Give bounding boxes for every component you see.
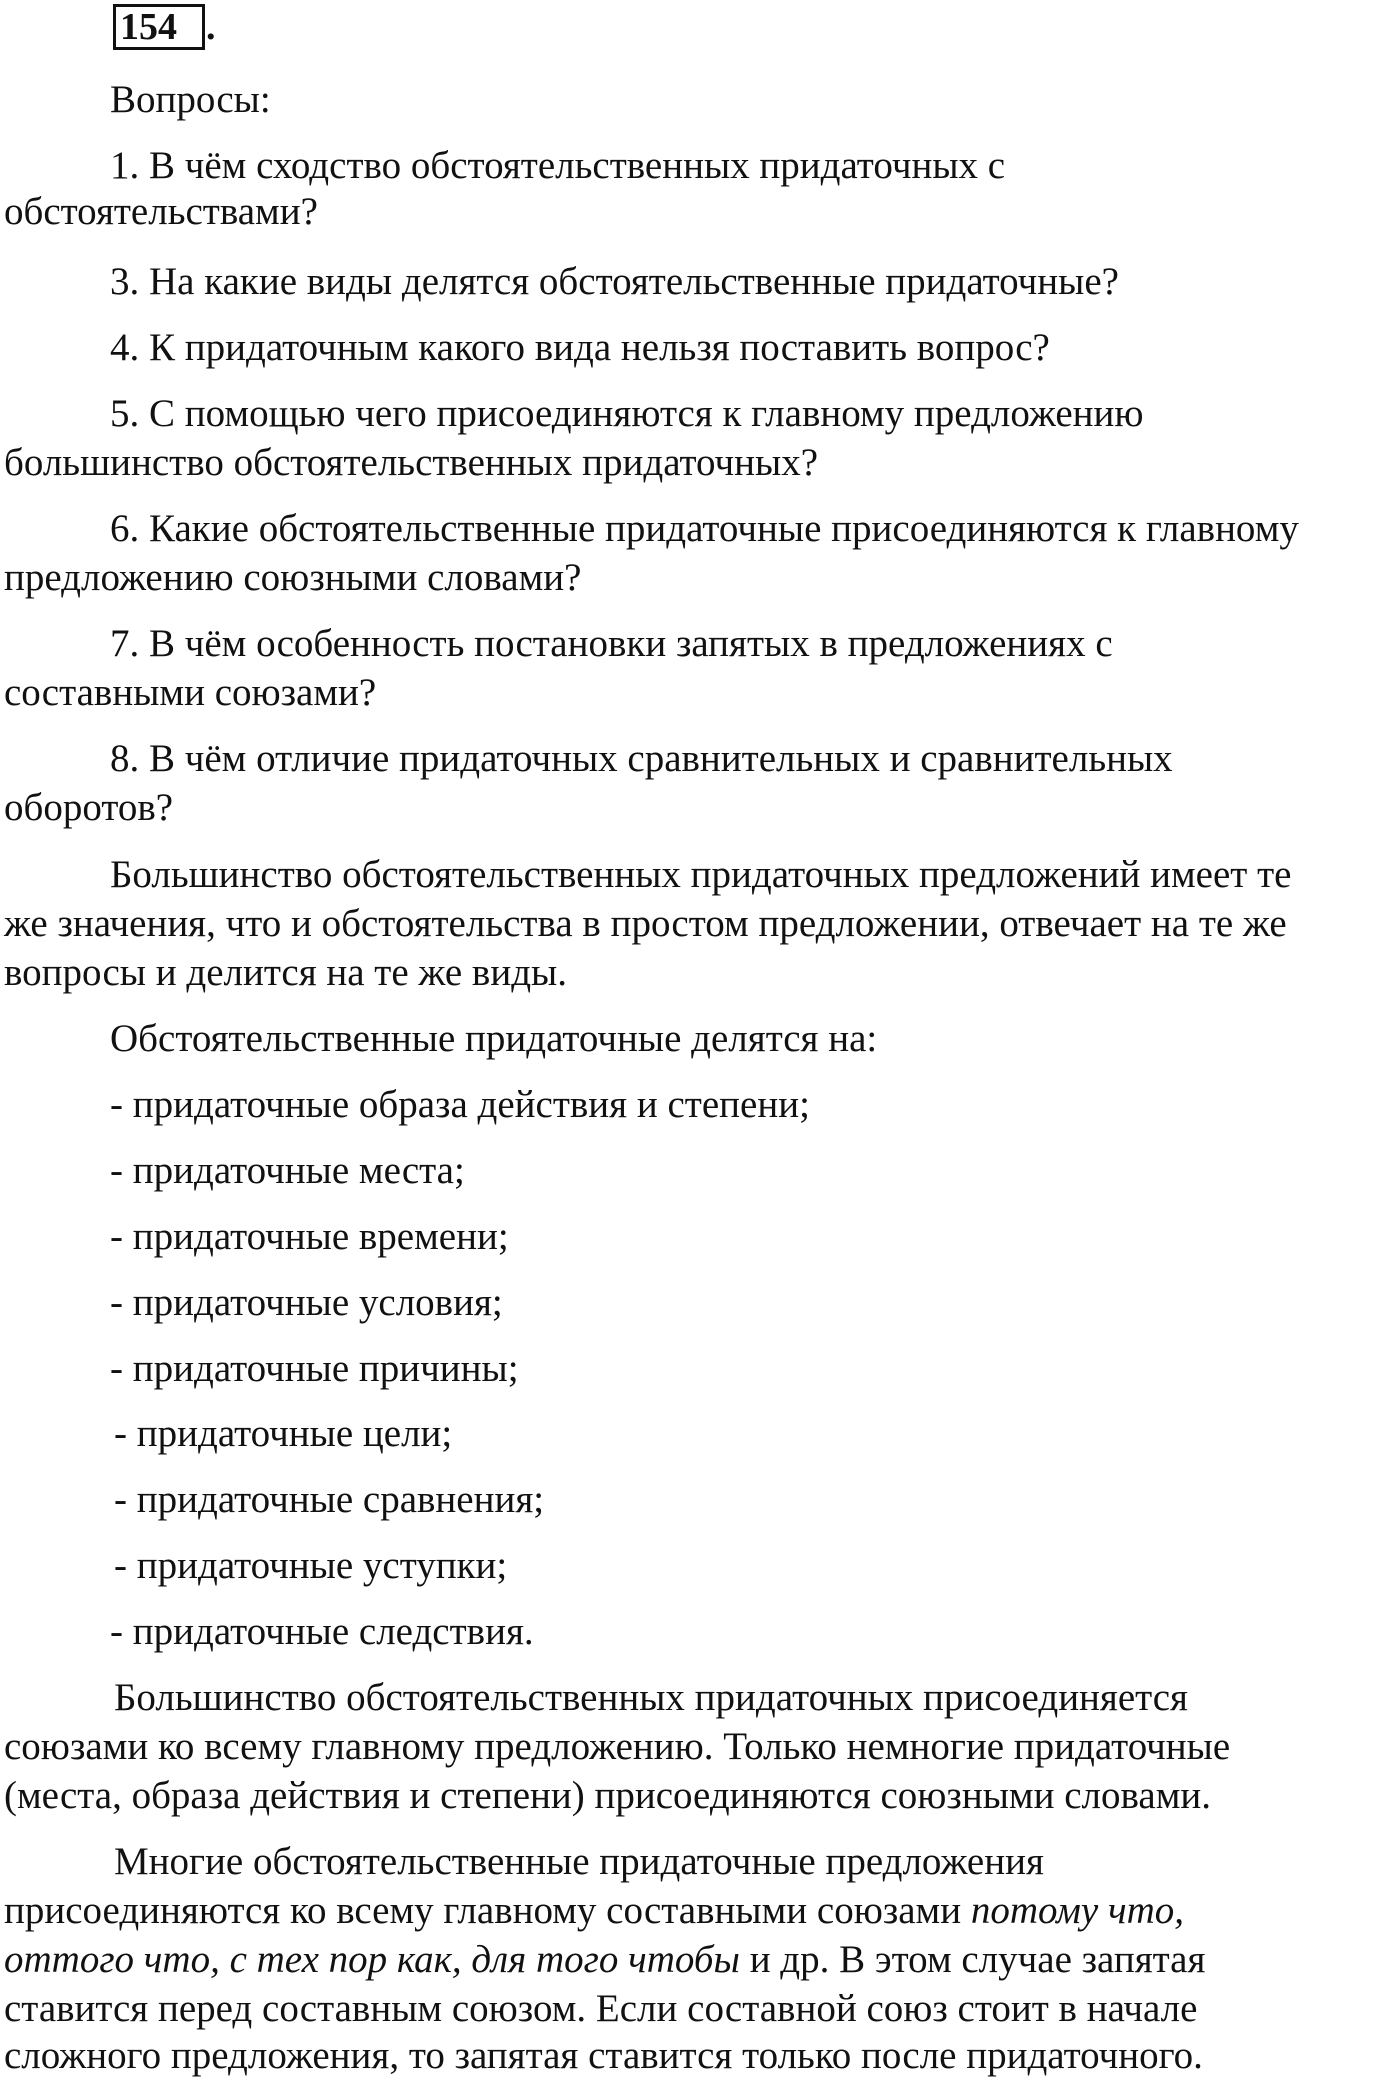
- paragraph-3-line-4: ставится перед составным союзом. Если составной союз стоит в начале: [4, 1987, 1198, 2030]
- question-5-line-1: 5. С помощью чего присоединяются к главному предложению: [110, 392, 1144, 435]
- exercise-number-dot: .: [206, 6, 216, 48]
- paragraph-3-line-1: Многие обстоятельственные придаточные предложения: [114, 1840, 1044, 1883]
- question-5-line-2: большинство обстоятельственных придаточных?: [4, 441, 819, 484]
- question-8-line-2: оборотов?: [4, 786, 174, 829]
- paragraph-3-line-2: [4, 1891, 1184, 1930]
- list-item: - придаточные цели;: [114, 1412, 453, 1455]
- exercise-number: 154: [120, 6, 177, 48]
- questions-heading: Вопросы:: [110, 78, 271, 121]
- question-3: 3. На какие виды делятся обстоятельственные придаточные?: [110, 260, 1119, 303]
- list-item: - придаточные причины;: [110, 1347, 519, 1390]
- paragraph-3-line-2-plain: присоединяются ко всему главному составными союзами: [4, 1889, 971, 1932]
- list-item: - придаточные образа действия и степени;: [110, 1083, 810, 1126]
- paragraph-1-line-3: вопросы и делится на те же виды.: [4, 951, 567, 994]
- list-item: - придаточные условия;: [110, 1281, 503, 1324]
- question-6-line-1: 6. Какие обстоятельственные придаточные присоединяются к главному: [110, 507, 1299, 550]
- paragraph-1-line-2: же значения, что и обстоятельства в простом предложении, отвечает на те же: [4, 902, 1287, 945]
- paragraph-1-line-1: Большинство обстоятельственных придаточных предложений имеет те: [110, 853, 1292, 896]
- paragraph-2-line-1: Большинство обстоятельственных придаточных присоединяется: [114, 1676, 1188, 1719]
- paragraph-3-line-2-italic: потому что,: [970, 1889, 1185, 1932]
- list-item: - придаточные уступки;: [114, 1544, 508, 1587]
- question-1-line-1: 1. В чём сходство обстоятельственных придаточных с: [110, 144, 1006, 187]
- question-7-line-1: 7. В чём особенность постановки запятых в предложениях с: [110, 622, 1113, 665]
- list-item: - придаточные следствия.: [110, 1610, 534, 1653]
- paragraph-3-line-3-plain: и др. В этом случае запятая: [739, 1938, 1206, 1981]
- paragraph-3-line-3: [4, 1940, 1205, 1979]
- list-intro: Обстоятельственные придаточные делятся на:: [110, 1017, 878, 1060]
- question-7-line-2: составными союзами?: [4, 671, 377, 714]
- paragraph-2-line-2: союзами ко всему главному предложению. Только немногие придаточные: [4, 1725, 1231, 1768]
- paragraph-2-line-3: (места, образа действия и степени) присоединяются союзными словами.: [4, 1774, 1212, 1817]
- paragraph-3-line-5: сложного предложения, то запятая ставится только после придаточного.: [4, 2034, 1203, 2077]
- question-1-line-2: обстоятельствами?: [4, 190, 318, 233]
- list-item: - придаточные времени;: [110, 1215, 509, 1258]
- question-8-line-1: 8. В чём отличие придаточных сравнительных и сравнительных: [110, 737, 1173, 780]
- list-item: - придаточные сравнения;: [114, 1478, 545, 1521]
- question-4: 4. К придаточным какого вида нельзя поставить вопрос?: [110, 326, 1050, 369]
- paragraph-3-line-3-italic: оттого что, с тех пор как, для того чтобы: [4, 1938, 740, 1981]
- list-item: - придаточные места;: [110, 1149, 465, 1192]
- question-6-line-2: предложению союзными словами?: [4, 556, 582, 599]
